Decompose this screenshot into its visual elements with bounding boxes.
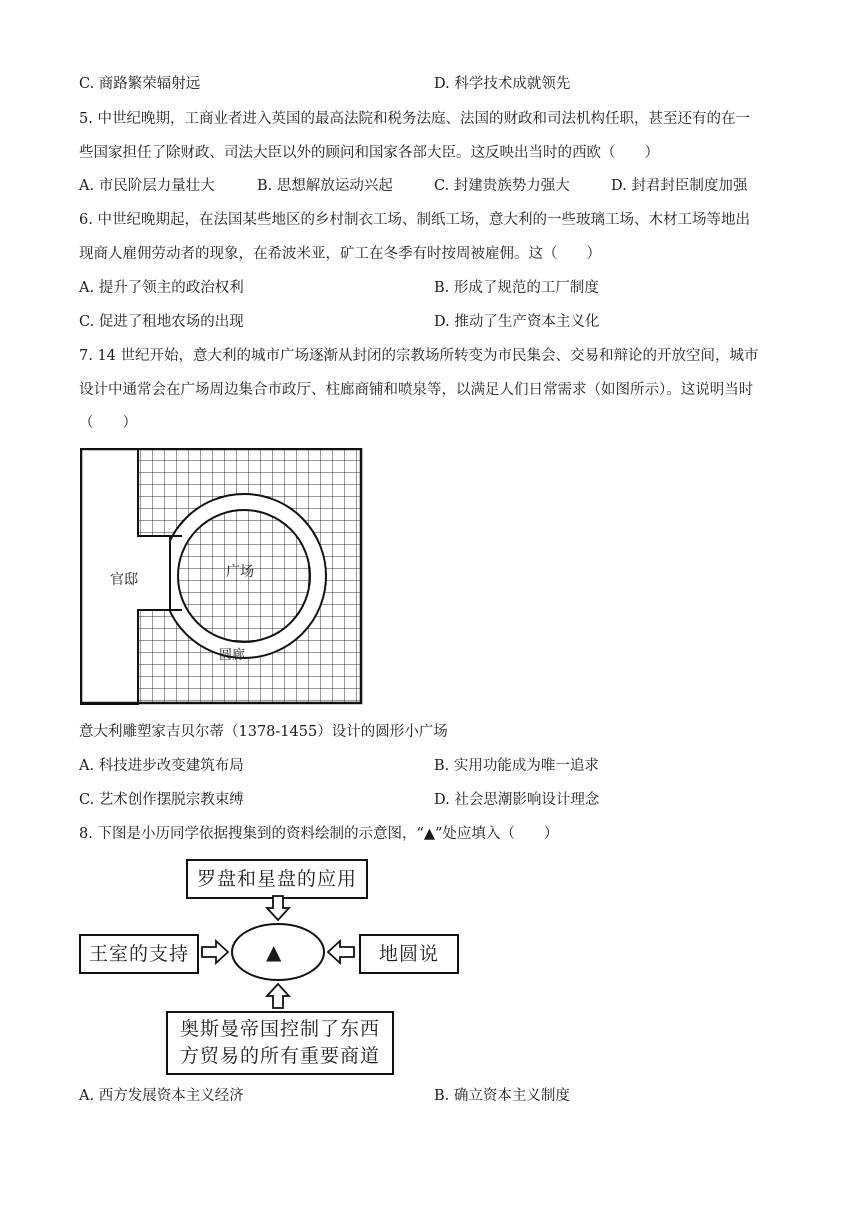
q4-option-d: D. 科学技术成就领先 xyxy=(434,76,571,92)
q5-option-a: A. 市民阶层力量壮大 xyxy=(79,178,215,194)
q7-option-b: B. 实用功能成为唯一追求 xyxy=(434,758,599,774)
q7-stem-line3: （ ） xyxy=(79,415,137,431)
plaza-figure xyxy=(80,448,364,706)
q6-option-c: C. 促进了租地农场的出现 xyxy=(79,314,244,330)
q7-option-a: A. 科技进步改变建筑布局 xyxy=(79,758,244,774)
arrow-down-icon xyxy=(267,896,289,920)
q8-option-b: B. 确立资本主义制度 xyxy=(434,1088,570,1104)
q6-option-a: A. 提升了领主的政治权利 xyxy=(79,280,244,296)
q7-stem-line1: 7. 14 世纪开始，意大利的城市广场逐渐从封闭的宗教场所转变为市民集会、交易和辩论的开放空间，城市 xyxy=(79,348,759,364)
arrow-right-icon xyxy=(202,941,228,963)
q6-option-d: D. 推动了生产资本主义化 xyxy=(434,314,600,330)
q7-figure-caption: 意大利雕塑家吉贝尔蒂（1378-1455）设计的圆形小广场 xyxy=(79,724,448,740)
q8-stem-line1: 8. 下图是小历同学依据搜集到的资料绘制的示意图，“▲”处应填入（ ） xyxy=(79,826,559,842)
q6-stem-line2: 现商人雇佣劳动者的现象，在希波米亚，矿工在冬季有时按周被雇佣。这（ ） xyxy=(79,246,601,262)
diagram-box-left: 王室的支持 xyxy=(79,934,199,974)
q5-option-d: D. 封君封臣制度加强 xyxy=(611,178,748,194)
q7-option-d: D. 社会思潮影响设计理念 xyxy=(434,792,600,808)
q5-stem-line2: 些国家担任了除财政、司法大臣以外的顾问和国家各部大臣。这反映出当时的西欧（ ） xyxy=(79,145,659,161)
label-guandi: 官邸 xyxy=(110,572,138,588)
diagram-box-bottom xyxy=(166,1011,394,1075)
q7-stem-line2: 设计中通常会在广场周边集合市政厅、柱廊商铺和喷泉等，以满足人们日常需求（如图所示）。这说明当时 xyxy=(79,382,754,398)
diagram-box-bottom-line2: 方贸易的所有重要商道 xyxy=(179,1045,380,1067)
diagram-box-bottom-line1: 奥斯曼帝国控制了东西 xyxy=(179,1018,380,1040)
arrow-up-icon xyxy=(267,984,289,1008)
q5-option-c: C. 封建贵族势力强大 xyxy=(434,178,570,194)
q4-option-c: C. 商路繁荣辐射远 xyxy=(79,76,201,92)
q6-stem-line1: 6. 中世纪晚期起，在法国某些地区的乡村制衣工场、制纸工场，意大利的一些玻璃工场、木材工场等地出 xyxy=(79,212,750,228)
diagram-box-top: 罗盘和星盘的应用 xyxy=(186,859,368,899)
diagram-box-right: 地圆说 xyxy=(359,934,459,974)
q5-option-b: B. 思想解放运动兴起 xyxy=(257,178,393,194)
label-yuanlang: 圆廊 xyxy=(219,648,246,663)
q6-option-b: B. 形成了规范的工厂制度 xyxy=(434,280,599,296)
triangle-icon: ▲ xyxy=(266,940,282,964)
q8-option-a: A. 西方发展资本主义经济 xyxy=(79,1088,244,1104)
label-guangchang: 广场 xyxy=(226,564,254,580)
q5-stem-line1: 5. 中世纪晚期，工商业者进入英国的最高法院和税务法庭、法国的财政和司法机构任职，甚至还有的在一 xyxy=(79,111,750,127)
q7-option-c: C. 艺术创作摆脱宗教束缚 xyxy=(79,792,244,808)
arrow-left-icon xyxy=(328,941,354,963)
